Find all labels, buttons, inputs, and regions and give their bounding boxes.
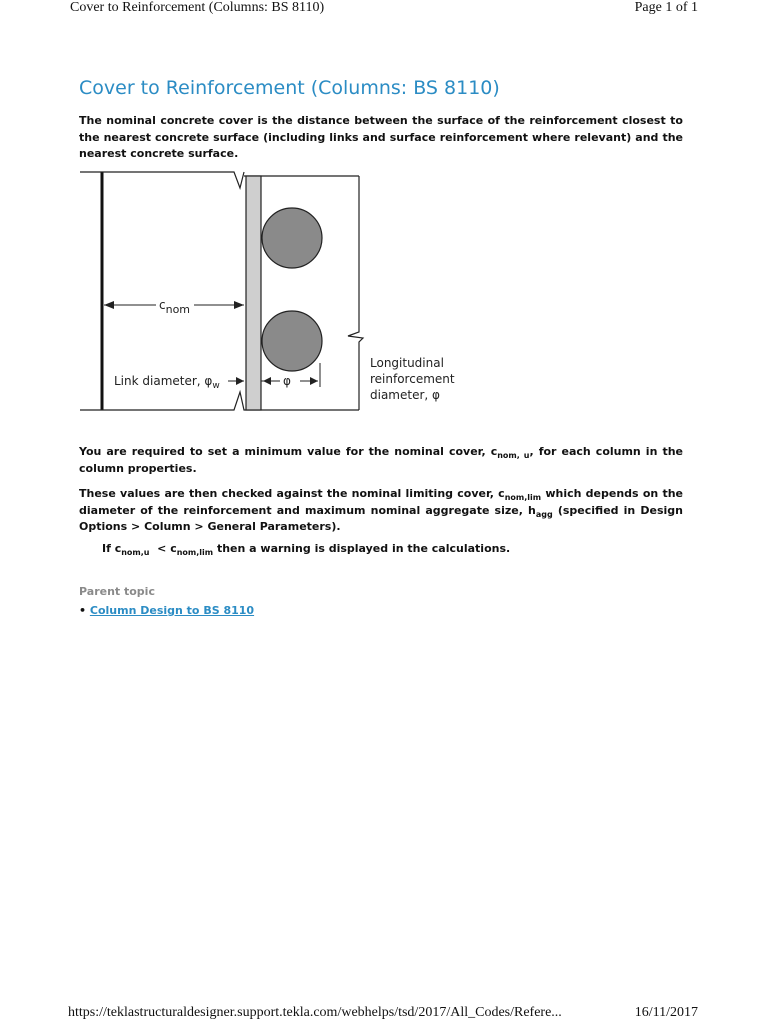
phi-arrow-right <box>310 377 318 385</box>
footer-date: 16/11/2017 <box>634 1005 698 1020</box>
header-doc-title: Cover to Reinforcement (Columns: BS 8110) <box>70 0 325 15</box>
link-arrow-left <box>236 377 244 385</box>
parent-topic-heading: Parent topic <box>79 585 155 598</box>
longitudinal-bar-bottom <box>262 311 322 371</box>
cnom-arrow-left <box>104 301 114 309</box>
link-diameter-label: Link diameter, $\varphi_w$ <box>114 374 220 391</box>
longitudinal-label-line2: reinforcement <box>370 372 455 386</box>
bottom-break-line <box>80 392 359 410</box>
page-footer <box>68 1005 698 1023</box>
right-edge-line <box>348 176 363 410</box>
cover-diagram <box>78 166 468 416</box>
top-break-line <box>80 172 244 188</box>
header-page-info: Page 1 of 1 <box>634 0 698 15</box>
longitudinal-label-line3: diameter, φ <box>370 388 440 402</box>
cnom-label: cnom <box>159 298 191 316</box>
limiting-cover-paragraph: These values are then checked against the nominal limiting cover, $c_{nom,lim}$ which depends on the diameter of the reinforcement and maximum nominal aggregate size, $h_{agg}$ (specified in Design Options > Column > General Parameters). <box>79 487 683 533</box>
cnom-arrow-right <box>234 301 244 309</box>
nominal-cover-paragraph: You are required to set a minimum value for the nominal cover, $c_{nom, u}$, for each column in the column properties. <box>79 445 684 475</box>
intro-paragraph: The nominal concrete cover is the distance between the surface of the reinforcement closest to the nearest concrete surface (including links and surface reinforcement where relevant) and the nearest concrete surface. <box>79 114 683 160</box>
page-title: Cover to Reinforcement (Columns: BS 8110) <box>79 77 500 99</box>
longitudinal-bar-top <box>262 208 322 268</box>
parent-topic-list-item <box>79 604 254 617</box>
warning-condition-line: If $c_{nom,u} < c_{nom,lim}$ then a warning is displayed in the calculations. <box>102 542 511 557</box>
column-design-link[interactable]: Column Design to BS 8110 <box>89 604 255 617</box>
longitudinal-label-line1: Longitudinal <box>370 356 444 370</box>
link-arrow-right <box>263 377 271 385</box>
bullet: • <box>79 604 87 617</box>
footer-url: https://teklastructuraldesigner.support.tekla.com/webhelps/tsd/2017/All_Codes/Refere... <box>68 1005 562 1020</box>
page-header <box>70 0 698 18</box>
phi-label: φ <box>283 374 291 388</box>
link-bar <box>246 176 261 410</box>
